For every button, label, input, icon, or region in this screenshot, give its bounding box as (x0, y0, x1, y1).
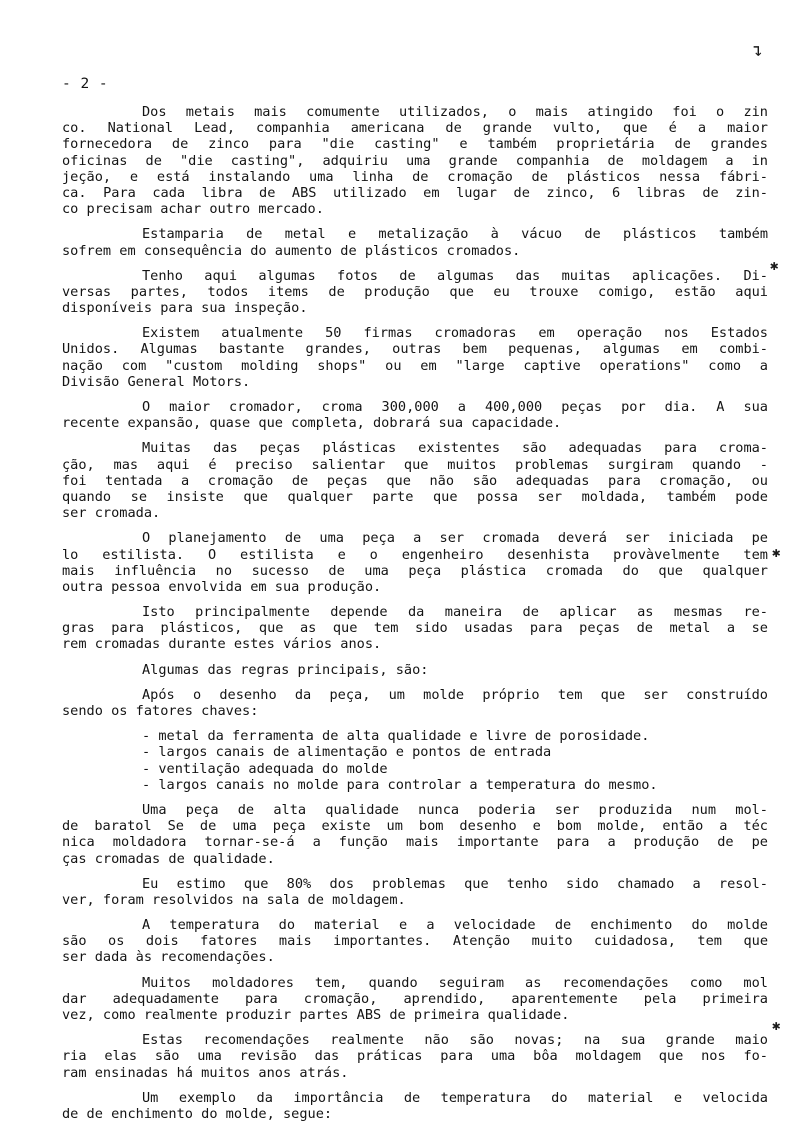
scan-blemish-mark: ✱ (770, 258, 779, 274)
paragraph-line: quando se insiste que qualquer parte que possa ser moldada, também pode (62, 488, 768, 505)
bullet-item: - largos canais no molde para controlar a temperatura do mesmo. (142, 776, 658, 793)
paragraph-line: nação com "custom molding shops" ou em "large captive operations" como a (62, 357, 768, 374)
paragraph-line: Divisão General Motors. (62, 373, 251, 390)
paragraphs-before-list (62, 104, 768, 719)
bullet-item: - metal da ferramenta de alta qualidade e livre de porosidade. (142, 728, 650, 745)
paragraph (62, 226, 768, 258)
paragraphs-after-list (62, 802, 768, 1122)
paragraph-line: de baratol Se de uma peça existe um bom desenho e bom molde, então a téc (62, 818, 768, 835)
paragraph-line: mais influência no sucesso de uma peça plástica cromada do que qualquer (62, 562, 768, 579)
paragraph (62, 687, 768, 719)
paragraph-line: versas partes, todos items de produção que eu trouxe comigo, estão aqui (62, 283, 768, 300)
paragraph-line: O maior cromador, croma 300,000 a 400,000 peças por dia. A sua (142, 399, 768, 415)
paragraph-line: Muitos moldadores tem, quando seguiram as recomendações como mol (142, 974, 768, 991)
paragraph-line: são os dois fatores mais importantes. Atenção muito cuidadosa, tem que (62, 933, 768, 950)
paragraph-line: ram ensinadas há muitos anos atrás. (62, 1064, 349, 1081)
scan-blemish-mark: ↴ (752, 40, 763, 61)
paragraph-line: nica moldadora tornar-se-á a função mais importante para a produção de pe (62, 834, 768, 851)
paragraph-line: outra pessoa envolvida em sua produção. (62, 578, 382, 595)
paragraph-line: Tenho aqui algumas fotos de algumas das muitas aplicações. Di- (142, 267, 768, 284)
paragraph (62, 604, 768, 653)
paragraph-line: co. National Lead, companhia americana de grande vulto, que é a maior (62, 120, 768, 137)
scan-blemish-mark: ✱ (772, 1018, 781, 1034)
paragraph-line: sendo os fatores chaves: (62, 703, 259, 719)
paragraph-line: Existem atualmente 50 firmas cromadoras em operação nos Estados (142, 325, 768, 342)
paragraph-line: ser cromada. (62, 505, 161, 522)
paragraph-line: fornecedora de zinco para "die casting" e também proprietária de grandes (62, 136, 768, 153)
paragraph-line: Dos metais mais comumente utilizados, o mais atingido foi o zin (142, 104, 768, 120)
paragraph (62, 530, 768, 595)
bullet-list (62, 728, 768, 793)
paragraph-line: Muitas das peças plásticas existentes são adequadas para croma- (142, 440, 768, 457)
paragraph (62, 662, 768, 678)
paragraph-line: Isto principalmente depende da maneira de aplicar as mesmas re- (142, 604, 768, 621)
paragraph-line: oficinas de "die casting", adquiriu uma grande companhia de moldagem a in (62, 152, 768, 169)
paragraph-line: jeção, e está instalando uma linha de cromação de plásticos nessa fábri- (62, 168, 768, 185)
paragraph-line: vez, como realmente produzir partes ABS de primeira qualidade. (62, 1007, 570, 1023)
paragraph-line: de de enchimento do molde, segue: (62, 1105, 333, 1122)
paragraph-line: dar adequadamente para cromação, aprendido, aparentemente pela primeira (62, 990, 768, 1007)
paragraph-line: ser dada às recomendações. (62, 949, 275, 966)
paragraph-line: ca. Para cada libra de ABS utilizado em lugar de zinco, 6 libras de zin- (62, 184, 768, 201)
scan-blemish-mark: ✱ (772, 545, 781, 561)
paragraph-line: Estamparia de metal e metalização à vácuo de plásticos também (142, 226, 768, 243)
paragraph-line: co precisam achar outro mercado. (62, 201, 324, 218)
paragraph (62, 440, 768, 521)
paragraph-line: Unidos. Algumas bastante grandes, outras bem pequenas, algumas em combi- (62, 341, 768, 358)
paragraph-line: Após o desenho da peça, um molde próprio tem que ser construído (142, 686, 768, 703)
paragraph-line: lo estilista. O estilista e o engenheiro desenhista provàvelmente tem (62, 546, 768, 563)
page-number: - 2 - (62, 76, 109, 92)
paragraph-line: foi tentada a cromação de peças que não são adequadas para cromação, ou (62, 472, 768, 489)
paragraph (62, 1032, 768, 1081)
paragraph (62, 399, 768, 431)
paragraph (62, 1090, 768, 1122)
paragraph-line: gras para plásticos, que as que tem sido usadas para peças de metal a se (62, 620, 768, 637)
paragraph-line: Um exemplo da importância de temperatura do material e velocida (142, 1089, 768, 1106)
bullet-item: - largos canais de alimentação e pontos de entrada (142, 744, 552, 761)
paragraph-line: disponíveis para sua inspeção. (62, 300, 308, 317)
body-text (62, 104, 768, 1131)
paragraph-line: O planejamento de uma peça a ser cromada deverá ser iniciada pe (142, 530, 768, 547)
paragraph-line: ria elas são uma revisão das práticas para uma bôa moldagem que nos fo- (62, 1048, 768, 1065)
paragraph-line: A temperatura do material e a velocidade de enchimento do molde (142, 917, 768, 934)
bullet-item: - ventilação adequada do molde (142, 760, 388, 777)
paragraph (62, 104, 768, 217)
paragraph-line: ças cromadas de qualidade. (62, 850, 275, 867)
paragraph (62, 268, 768, 317)
paragraph-line: recente expansão, quase que completa, dobrará sua capacidade. (62, 415, 562, 432)
paragraph-line: ver, foram resolvidos na sala de moldagem. (62, 891, 406, 908)
paragraph-line: Uma peça de alta qualidade nunca poderia ser produzida num mol- (142, 801, 768, 818)
paragraph (62, 917, 768, 966)
paragraph-line: Estas recomendações realmente não são novas; na sua grande maio (142, 1032, 768, 1049)
paragraph-line: Algumas das regras principais, são: (142, 661, 429, 678)
paragraph-line: Eu estimo que 80% dos problemas que tenho sido chamado a resol- (142, 875, 768, 892)
paragraph-line: rem cromadas durante estes vários anos. (62, 636, 382, 653)
paragraph (62, 325, 768, 390)
paragraph (62, 876, 768, 908)
paragraph-line: sofrem em consequência do aumento de plásticos cromados. (62, 242, 521, 259)
paragraph (62, 802, 768, 867)
paragraph-line: ção, mas aqui é preciso salientar que muitos problemas surgiram quando - (62, 456, 768, 473)
paragraph (62, 975, 768, 1024)
